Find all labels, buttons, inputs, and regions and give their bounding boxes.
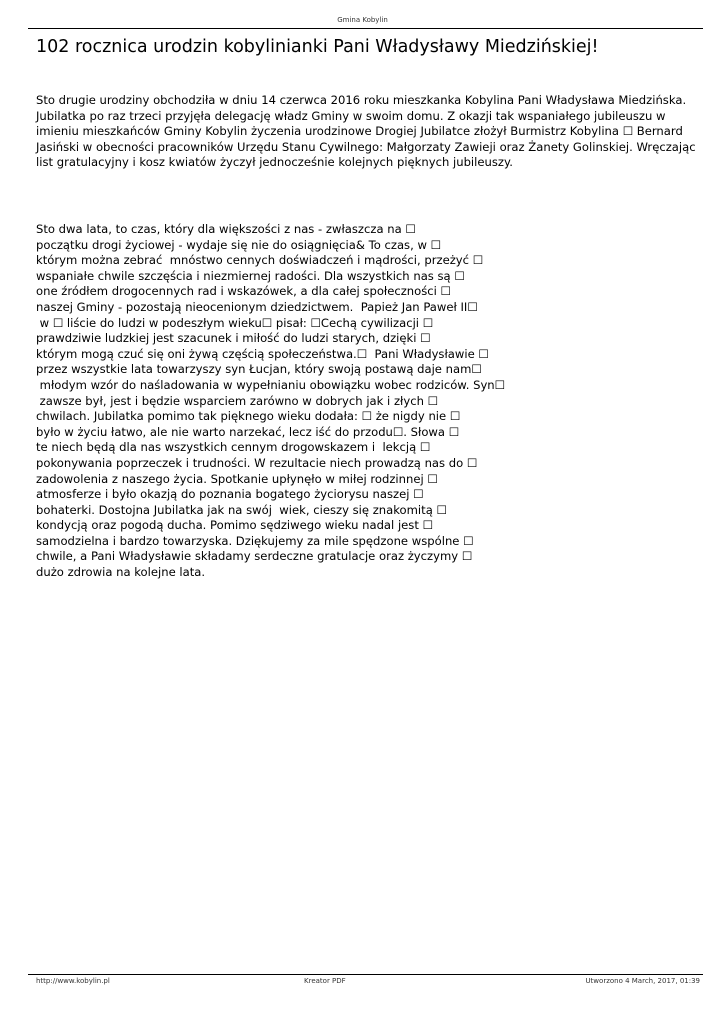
footer-created-timestamp: Utworzono 4 March, 2017, 01:39 [585, 977, 700, 985]
body-line: zadowolenia z naszego życia. Spotkanie upłynęło w miłej rodzinnej ☐ [36, 471, 438, 486]
page-header [0, 16, 725, 24]
body-line: młodym wzór do naśladowania w wypełnianiu obowiązku wobec rodziców. Syn☐ [36, 377, 506, 392]
body-line: w ☐ liście do ludzi w podeszłym wieku☐ pisał: ☐Cechą cywilizacji ☐ [36, 315, 434, 330]
body-line: którym można zebrać mnóstwo cennych doświadczeń i mądrości, przeżyć ☐ [36, 253, 484, 268]
header-divider [28, 28, 703, 29]
article-intro: Sto drugie urodziny obchodziła w dniu 14 czerwca 2016 roku mieszkanka Kobylina Pani Władysława Miedzińska. Jubilatka po raz trzeci przyjęła delegację władz Gminy w swoim domu. Z okazji tak wspaniałego jubileuszu w imieniu mieszkańców Gminy Kobylin życzenia urodzinowe Drogiej Jubilatce złożył Burmistrz Kobylina ☐ Bernard Jasiński w obecności pracowników Urzędu Stanu Cywilnego: Małgorzaty Zawieji oraz Żanety Golinskiej. Wręczając list gratulacyjny i kosz kwiatów życzył jednocześnie kolejnych pięknych jubileuszy. [36, 93, 696, 170]
body-line: pokonywania poprzeczek i trudności. W rezultacie niech prowadzą nas do ☐ [36, 455, 478, 470]
body-line: Sto dwa lata, to czas, który dla większości z nas - zwłaszcza na ☐ [36, 222, 416, 236]
body-line: chwilach. Jubilatka pomimo tak pięknego wieku dodała: ☐ że nigdy nie ☐ [36, 409, 461, 424]
body-line: te niech będą dla nas wszystkich cennym drogowskazem i lekcją ☐ [36, 440, 431, 455]
footer-generator: Kreator PDF [304, 977, 346, 985]
article-title: 102 rocznica urodzin kobylinianki Pani Władysławy Miedzińskiej! [36, 37, 599, 57]
footer-divider [28, 974, 703, 975]
body-line: wspaniałe chwile szczęścia i niezmiernej radości. Dla wszystkich nas są ☐ [36, 268, 465, 283]
body-line: chwile, a Pani Władysławie składamy serdeczne gratulacje oraz życzymy ☐ [36, 549, 473, 564]
body-line: atmosferze i było okazją do poznania bogatego życiorysu naszej ☐ [36, 487, 424, 502]
body-line: samodzielna i bardzo towarzyska. Dziękujemy za mile spędzone wspólne ☐ [36, 533, 474, 548]
page-footer [36, 977, 700, 987]
body-line: początku drogi życiowej - wydaje się nie do osiągnięcia& To czas, w ☐ [36, 237, 442, 252]
body-line: którym mogą czuć się oni żywą częścią społeczeństwa.☐ Pani Władysławie ☐ [36, 346, 489, 361]
body-line: kondycją oraz pogodą ducha. Pomimo sędziwego wieku nadal jest ☐ [36, 518, 433, 533]
body-line: bohaterki. Dostojna Jubilatka jak na swój wiek, cieszy się znakomitą ☐ [36, 502, 447, 517]
footer-url-link[interactable]: http://www.kobylin.pl [36, 977, 110, 985]
body-line: zawsze był, jest i będzie wsparciem zarówno w dobrych jak i złych ☐ [36, 393, 438, 408]
article-body [36, 222, 696, 581]
body-line: było w życiu łatwo, ale nie warto narzekać, lecz iść do przodu☐. Słowa ☐ [36, 424, 460, 439]
site-name: Gmina Kobylin [337, 16, 388, 24]
body-line: one źródłem drogocennych rad i wskazówek, a dla całej społeczności ☐ [36, 284, 451, 299]
body-line: dużo zdrowia na kolejne lata. [36, 565, 206, 580]
body-line: naszej Gminy - pozostają nieocenionym dziedzictwem. Papież Jan Paweł II☐ [36, 299, 478, 314]
body-line: przez wszystkie lata towarzyszy syn Łucjan, który swoją postawą daje nam☐ [36, 362, 482, 377]
body-line: prawdziwie ludzkiej jest szacunek i miłość do ludzi starych, dzięki ☐ [36, 331, 431, 346]
